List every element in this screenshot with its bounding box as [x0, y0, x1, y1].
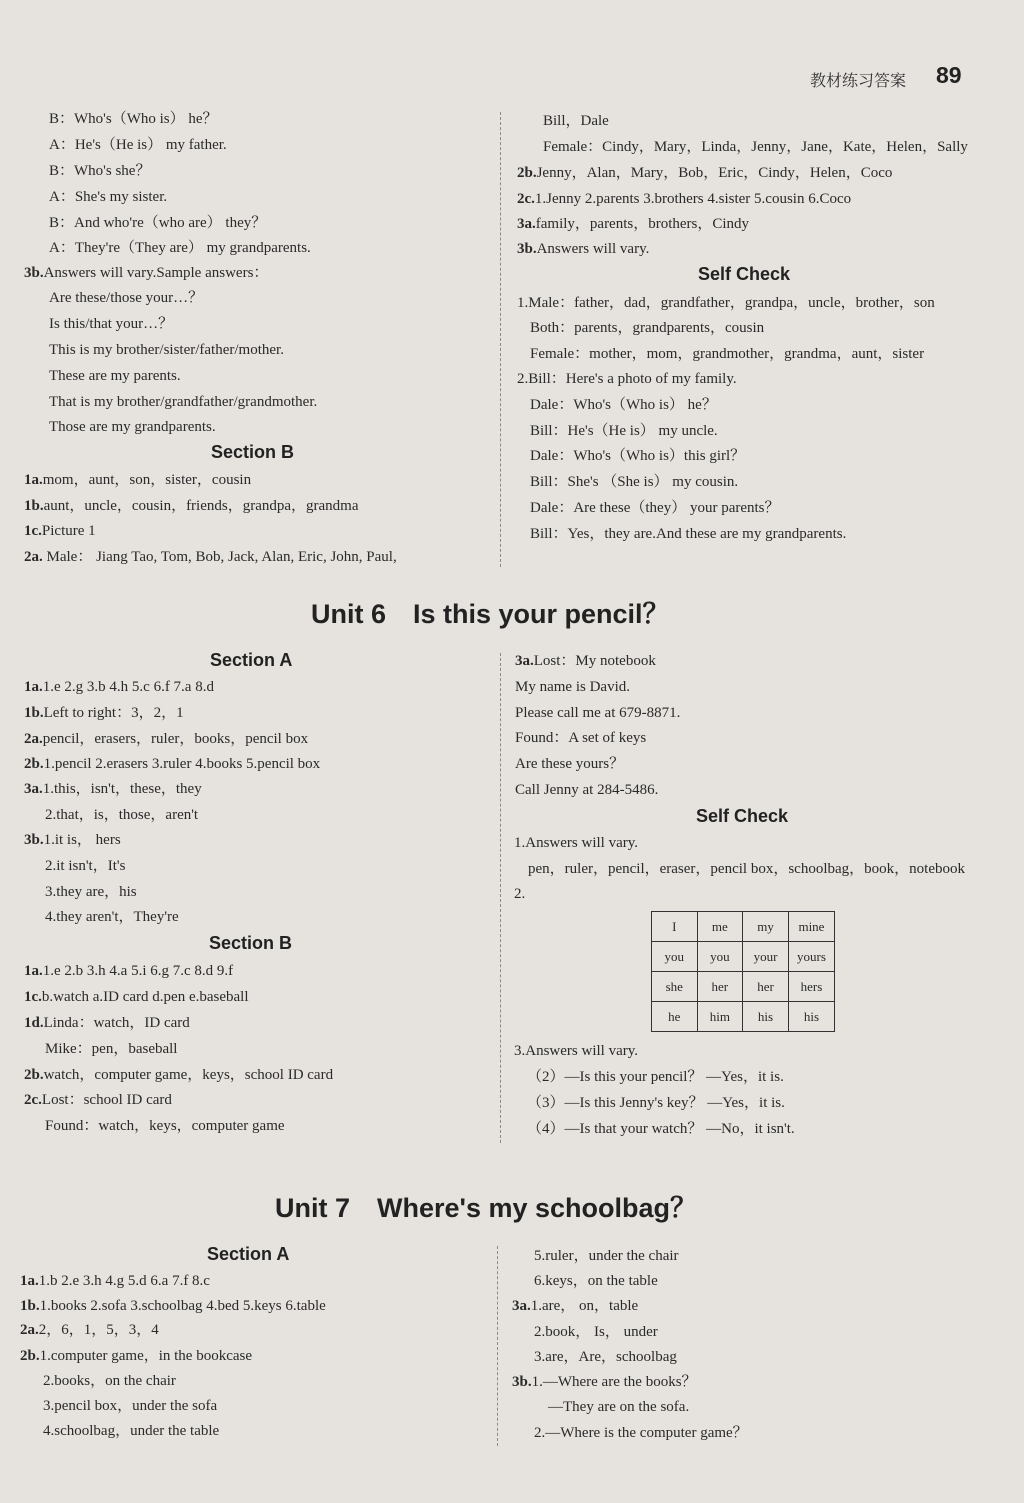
exercise-number: 1b. — [24, 498, 44, 514]
text-line: （4）—Is that your watch？ —No，it isn't. — [527, 1121, 795, 1137]
exercise-number: 2c. — [517, 191, 535, 207]
table-row — [652, 972, 835, 1002]
text-line: 4.they aren't，They're — [45, 909, 179, 925]
table-row — [652, 912, 835, 942]
text-line: 3.pencil box，under the sofa — [43, 1398, 218, 1414]
text-line: 6.keys，on the table — [534, 1273, 658, 1289]
pronoun-table — [651, 911, 835, 1032]
table-row — [652, 942, 835, 972]
exercise-number: 1a. — [24, 963, 43, 979]
text-line: A：They're（They are） my grandparents. — [49, 240, 311, 256]
table-cell: her — [743, 972, 789, 1002]
text-line: 5.ruler，under the chair — [534, 1248, 679, 1264]
text-line: —They are on the sofa. — [548, 1399, 690, 1415]
text-line: 1a.1.b 2.e 3.h 4.g 5.d 6.a 7.f 8.c — [20, 1273, 210, 1289]
text-line: B：Who's she？ — [49, 163, 151, 179]
exercise-number: 1a. — [20, 1273, 39, 1289]
text-line: Bill：She's （She is） my cousin. — [530, 474, 739, 490]
text-line: 1b.Left to right：3，2，1 — [24, 705, 184, 721]
table-cell: him — [697, 1002, 743, 1032]
text-line: Dale：Are these（they） your parents？ — [530, 500, 780, 516]
table-cell: you — [697, 942, 743, 972]
table-cell: he — [652, 1002, 698, 1032]
text-line: My name is David. — [515, 679, 630, 695]
text-line: 2. — [514, 886, 526, 902]
exercise-number: 1d. — [24, 1015, 44, 1031]
column-divider — [500, 112, 501, 567]
text-line: 2.book， Is， under — [534, 1324, 658, 1340]
text-line: 2b.Jenny，Alan，Mary，Bob，Eric，Cindy，Helen，Coco — [517, 165, 893, 181]
column-divider — [500, 653, 501, 1143]
text-line: 1b.aunt，uncle，cousin，friends，grandpa，grandma — [24, 498, 359, 514]
text-line: 3a.family，parents，brothers，Cindy — [517, 216, 750, 232]
exercise-number: 3b. — [24, 265, 44, 281]
text-line: （3）—Is this Jenny's key？ —Yes，it is. — [527, 1095, 785, 1111]
exercise-number: 3b. — [24, 832, 44, 848]
text-line: 2a. Male： Jiang Tao, Tom, Bob, Jack, Alan, Eric, John, Paul, — [24, 549, 397, 565]
exercise-number: 2b. — [517, 165, 537, 181]
text-line: 3b.1.it is， hers — [24, 832, 121, 848]
exercise-number: 3a. — [517, 216, 536, 232]
text-line: Dale：Who's（Who is） he？ — [530, 397, 717, 413]
table-cell: his — [743, 1002, 789, 1032]
exercise-number: 3a. — [512, 1298, 531, 1314]
text-line: 2.—Where is the computer game？ — [534, 1425, 748, 1441]
text-line: Found：watch，keys，computer game — [45, 1118, 285, 1134]
text-line: Female：Cindy，Mary，Linda，Jenny，Jane，Kate，Helen，Sally — [543, 139, 968, 155]
text-line: 1a.1.e 2.b 3.h 4.a 5.i 6.g 7.c 8.d 9.f — [24, 963, 234, 979]
text-line: 3.they are，his — [45, 884, 137, 900]
text-line: Dale：Who's（Who is）this girl？ — [530, 448, 746, 464]
text-line: 1b.1.books 2.sofa 3.schoolbag 4.bed 5.keys 6.table — [20, 1298, 326, 1314]
text-line: A：He's（He is） my father. — [49, 137, 227, 153]
table-row — [652, 1002, 835, 1032]
exercise-number: 1c. — [24, 989, 42, 1005]
exercise-number: 2b. — [20, 1348, 40, 1364]
text-line: 2.that，is，those，aren't — [45, 807, 199, 823]
text-line: 2a.pencil，erasers，ruler，books，pencil box — [24, 731, 309, 747]
text-line: Is this/that your…？ — [49, 316, 174, 332]
text-line: 1a.1.e 2.g 3.b 4.h 5.c 6.f 7.a 8.d — [24, 679, 214, 695]
table-cell: hers — [788, 972, 834, 1002]
exercise-number: 2a. — [20, 1322, 39, 1338]
text-line: 3.are，Are，schoolbag — [534, 1349, 677, 1365]
text-line: Mike：pen，baseball — [45, 1041, 178, 1057]
exercise-number: 2c. — [24, 1092, 42, 1108]
text-line: B：And who're（who are） they？ — [49, 215, 267, 231]
text-line: That is my brother/grandfather/grandmother. — [49, 394, 318, 410]
text-line: 3a.Lost：My notebook — [515, 653, 656, 669]
text-line: 2b.1.computer game，in the bookcase — [20, 1348, 253, 1364]
section-heading: Section A — [207, 1244, 290, 1264]
page-number: 89 — [936, 62, 962, 88]
text-line: 2.it isn't，It's — [45, 858, 126, 874]
text-line: This is my brother/sister/father/mother. — [49, 342, 284, 358]
text-line: Are these yours？ — [515, 756, 625, 772]
text-line: These are my parents. — [49, 368, 181, 384]
section-heading: Self Check — [696, 806, 789, 826]
exercise-number: 3b. — [512, 1374, 532, 1390]
text-line: 2b.watch，computer game，keys，school ID card — [24, 1067, 334, 1083]
exercise-number: 1b. — [24, 705, 44, 721]
exercise-number: 1b. — [20, 1298, 40, 1314]
text-line: （2）—Is this your pencil？ —Yes，it is. — [527, 1069, 784, 1085]
text-line: 1.Male：father，dad，grandfather，grandpa，uncle，brother，son — [517, 295, 935, 311]
header-title: 教材练习答案 — [810, 71, 907, 90]
text-line: 1c.b.watch a.ID card d.pen e.baseball — [24, 989, 249, 1005]
table-cell: I — [652, 912, 698, 942]
text-line: 3a.1.are， on，table — [512, 1298, 639, 1314]
table-cell: you — [652, 942, 698, 972]
exercise-number: 2a. — [24, 731, 43, 747]
exercise-number: 1a. — [24, 679, 43, 695]
table-cell: his — [788, 1002, 834, 1032]
text-line: 3b.Answers will vary.Sample answers： — [24, 265, 269, 281]
exercise-number: 2a. — [24, 549, 43, 565]
exercise-number: 2b. — [24, 1067, 44, 1083]
text-line: 1c.Picture 1 — [24, 523, 96, 539]
text-line: Bill：Yes，they are.And these are my grandparents. — [530, 526, 847, 542]
unit-title: Unit 6 Is this your pencil？ — [311, 599, 670, 629]
table-cell: she — [652, 972, 698, 1002]
text-line: 3b.1.—Where are the books？ — [512, 1374, 697, 1390]
section-heading: Section B — [209, 933, 293, 953]
text-line: 1a.mom，aunt，son，sister，cousin — [24, 472, 252, 488]
section-heading: Section A — [210, 650, 293, 670]
table-cell: mine — [788, 912, 834, 942]
exercise-number: 1c. — [24, 523, 42, 539]
text-line: 2.Bill：Here's a photo of my family. — [517, 371, 737, 387]
table-cell: my — [743, 912, 789, 942]
text-line: 2b.1.pencil 2.erasers 3.ruler 4.books 5.pencil box — [24, 756, 321, 772]
text-line: Are these/those your…？ — [49, 290, 204, 306]
text-line: 1.Answers will vary. — [514, 835, 639, 851]
table-cell: yours — [788, 942, 834, 972]
text-line: Please call me at 679-8871. — [515, 705, 681, 721]
text-line: 3a.1.this，isn't，these，they — [24, 781, 202, 797]
text-line: Female：mother，mom，grandmother，grandma，aunt，sister — [530, 346, 925, 362]
text-line: Those are my grandparents. — [49, 419, 216, 435]
text-line: 1d.Linda：watch，ID card — [24, 1015, 190, 1031]
text-line: 2c.Lost：school ID card — [24, 1092, 172, 1108]
table-cell: your — [743, 942, 789, 972]
text-line: Bill：He's（He is） my uncle. — [530, 423, 718, 439]
text-line: Both：parents，grandparents，cousin — [530, 320, 765, 336]
text-line: 4.schoolbag，under the table — [43, 1423, 220, 1439]
exercise-number: 1a. — [24, 472, 43, 488]
column-divider — [497, 1246, 498, 1446]
text-line: pen，ruler，pencil，eraser，pencil box，schoolbag，book，notebook — [528, 861, 965, 877]
text-line: Call Jenny at 284-5486. — [515, 782, 659, 798]
text-line: B：Who's（Who is） he？ — [49, 111, 218, 127]
table-cell: her — [697, 972, 743, 1002]
section-heading: Section B — [211, 442, 295, 462]
text-line: 2c.1.Jenny 2.parents 3.brothers 4.sister 5.cousin 6.Coco — [517, 191, 852, 207]
exercise-number: 3b. — [517, 241, 537, 257]
exercise-number: 2b. — [24, 756, 44, 772]
text-line: 3.Answers will vary. — [514, 1043, 639, 1059]
text-line: 2a.2，6，1，5，3，4 — [20, 1322, 159, 1338]
unit-title: Unit 7 Where's my schoolbag？ — [275, 1193, 697, 1223]
exercise-number: 3a. — [515, 653, 534, 669]
text-line: 2.books，on the chair — [43, 1373, 176, 1389]
exercise-number: 3a. — [24, 781, 43, 797]
text-line: Bill，Dale — [543, 113, 609, 129]
section-heading: Self Check — [698, 264, 791, 284]
text-line: Found：A set of keys — [515, 730, 647, 746]
text-line: A：She's my sister. — [49, 189, 168, 205]
text-line: 3b.Answers will vary. — [517, 241, 650, 257]
table-cell: me — [697, 912, 743, 942]
